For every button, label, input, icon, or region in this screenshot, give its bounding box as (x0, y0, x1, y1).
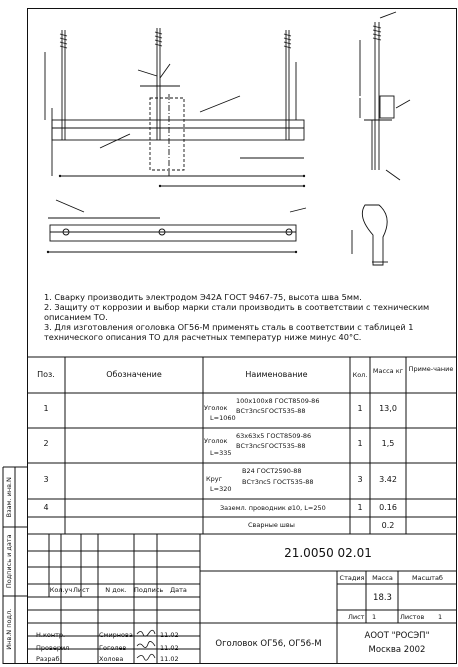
header-qty: Кол. (352, 371, 368, 379)
sheet-value: 1 (372, 613, 377, 621)
header-note: Приме-чание (408, 365, 454, 373)
name-checked: Гоголев (99, 644, 127, 652)
org-line-1: АООТ "РОСЭП" (364, 631, 430, 641)
row-2-mass: 1,5 (381, 439, 395, 448)
row-3-mass: 3.42 (379, 475, 397, 484)
row-2-qty: 1 (357, 439, 363, 448)
product-name: Оголовок ОГ56, ОГ56-М (215, 639, 322, 649)
col-doc-no: N док. (105, 586, 127, 594)
row-2-name-top: 63х63х5 ГОСТ8509-86 (236, 432, 312, 440)
row-2-prefix: Уголок (204, 437, 228, 445)
header-name: Наименование (245, 370, 308, 379)
name-nkontr: Смирнова (99, 631, 133, 639)
doc-number: 21.0050 02.01 (284, 546, 372, 560)
sheets-value: 1 (438, 613, 443, 621)
row-1-qty: 1 (357, 404, 363, 413)
scale-label: Масштаб (412, 574, 443, 582)
date-nkontr: 11.02 (160, 631, 179, 639)
row-4-name: Заземл. проводник ø10, L=250 (220, 504, 326, 512)
stage-label: Стадия (339, 574, 365, 582)
row-1-name-extra: L=1060 (210, 414, 236, 422)
note-1: 1. Сварку производить электродом Э42А ГОСТ 9467-75, высота шва 5мм. (44, 292, 362, 302)
row-4-mass: 0.16 (379, 503, 397, 512)
col-sheet: Лист (73, 586, 90, 594)
date-checked: 11.02 (160, 644, 179, 652)
row-2-pos: 2 (43, 439, 49, 448)
row-1-name-bottom: ВСт3пс5ГОСТ535-88 (236, 407, 306, 415)
date-developed: 11.02 (160, 655, 179, 663)
side-stamp-signature: Подпись и дата (4, 534, 13, 589)
row-2-name-bottom: ВСт3пс5ГОСТ535-88 (236, 442, 306, 450)
side-stamp-replacement: Взам. инв.N (4, 477, 13, 518)
header-pos: Поз. (37, 370, 55, 379)
row-3-name-extra: L=320 (210, 485, 232, 493)
col-date: Дата (170, 586, 187, 594)
col-signature: Подпись (134, 586, 164, 594)
side-stamp-inventory: Инв.N подл. (4, 608, 13, 650)
header-mass: Масса кг (372, 367, 404, 375)
row-3-name-top: В24 ГОСТ2590-88 (242, 467, 302, 475)
mass-value: 18.3 (373, 593, 392, 603)
row-1-name-top: 100х100х8 ГОСТ8509-86 (236, 397, 320, 405)
row-1-mass: 13,0 (379, 404, 397, 413)
mass-label: Масса (372, 574, 393, 582)
row-2-name-extra: L=335 (210, 449, 232, 457)
header-designation: Обозначение (106, 370, 162, 379)
name-developed: Холова (99, 655, 124, 663)
row-1-prefix: Уголок (204, 404, 228, 412)
note-3: 3. Для изготовления оголовка ОГ56-М применять сталь в соответствии с таблицей 1 технического описания ТО для расчетных температур ниже минус 40°С. (44, 322, 414, 342)
row-3-qty: 3 (357, 475, 363, 484)
row-1-pos: 1 (43, 404, 49, 413)
row-3-name-bottom: ВСт3пс5 ГОСТ535-88 (242, 478, 314, 486)
row-5-name: Сварные швы (248, 521, 295, 529)
role-nkontr: Н.контр. (36, 631, 66, 639)
sheet-label: Лист (348, 613, 365, 621)
row-4-pos: 4 (43, 503, 49, 512)
col-changes: Кол.уч (49, 586, 73, 594)
row-4-qty: 1 (357, 503, 363, 512)
row-5-mass: 0.2 (381, 521, 395, 530)
role-developed: Разраб. (36, 655, 62, 663)
row-3-prefix: Круг (206, 475, 223, 483)
org-line-2: Москва 2002 (368, 645, 426, 655)
row-3-pos: 3 (43, 475, 49, 484)
sheets-label: Листов (400, 613, 425, 621)
note-2: 2. Защиту от коррозии и выбор марки стали производить в соответствии с техническим описанием ТО. (44, 302, 430, 322)
role-checked: Проверил (36, 644, 70, 652)
